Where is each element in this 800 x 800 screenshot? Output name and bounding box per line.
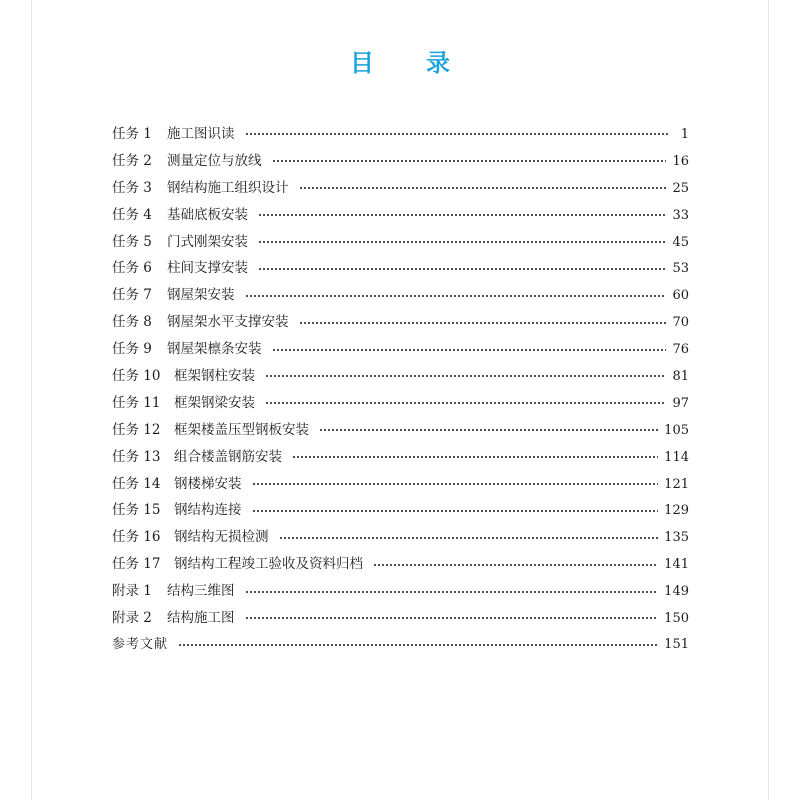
- dot-leader: [272, 154, 667, 168]
- toc-entry-page: 60: [672, 288, 689, 304]
- toc-entry-title: 框架钢梁安装: [174, 394, 255, 411]
- toc-entry-label: 任务 3: [112, 179, 152, 196]
- toc-entry-page: 129: [664, 503, 689, 519]
- toc-entry-title: 钢屋架水平支撑安装: [167, 314, 289, 331]
- toc-entry-page: 149: [664, 584, 689, 600]
- toc-entry-title: 钢楼梯安装: [174, 475, 242, 492]
- dot-leader: [292, 450, 658, 464]
- dot-leader: [258, 208, 666, 222]
- toc-entry-label: 任务 15: [112, 502, 161, 519]
- dot-leader: [272, 343, 667, 357]
- title-char-2: 录: [426, 49, 450, 77]
- toc-entry-label: 任务 8: [112, 314, 152, 331]
- dot-leader: [373, 558, 658, 572]
- dot-leader: [258, 235, 666, 249]
- toc-entry-label: 任务 7: [112, 287, 152, 304]
- dot-leader: [245, 585, 659, 599]
- page-title: [0, 46, 800, 80]
- toc-entry-title: 测量定位与放线: [167, 152, 262, 169]
- toc-entry[interactable]: [112, 175, 689, 202]
- toc-entry[interactable]: [112, 202, 689, 229]
- toc-entry-title: 组合楼盖钢筋安装: [174, 448, 282, 465]
- toc-entry[interactable]: [112, 497, 689, 524]
- toc-entry-label: 附录 1: [112, 583, 152, 600]
- toc-entry-title: 参考文献: [112, 636, 169, 652]
- toc-entry-page: 33: [672, 207, 689, 223]
- toc-entry-label: 任务 11: [112, 394, 161, 411]
- toc-entry[interactable]: [112, 578, 689, 605]
- toc-entry-label: 任务 4: [112, 206, 152, 223]
- toc-entry-page: 121: [664, 476, 689, 492]
- toc-entry-page: 25: [672, 180, 689, 196]
- dot-leader: [319, 423, 658, 437]
- toc-entry[interactable]: [112, 282, 689, 309]
- toc-entry-label: 任务 2: [112, 152, 152, 169]
- dot-leader: [245, 611, 659, 625]
- toc-entry-title: 框架钢柱安装: [174, 368, 255, 385]
- toc-entry-title: 结构施工图: [167, 610, 235, 627]
- toc-entry-page: 1: [680, 127, 689, 142]
- toc-entry[interactable]: [112, 255, 689, 282]
- toc-entry[interactable]: [112, 524, 689, 551]
- toc-entry[interactable]: [112, 363, 689, 390]
- toc-entry-label: 任务 12: [112, 421, 161, 438]
- toc-entry[interactable]: [112, 390, 689, 417]
- toc-entry[interactable]: [112, 417, 689, 444]
- toc-entry-label: 附录 2: [112, 610, 152, 627]
- toc-entry-title: 施工图识读: [167, 126, 235, 142]
- toc-entry-title: 柱间支撑安装: [167, 260, 248, 277]
- toc-entry-title: 钢屋架安装: [167, 287, 235, 304]
- toc-entry-label: 任务 5: [112, 233, 152, 250]
- toc-entry-label: 任务 13: [112, 448, 161, 465]
- dot-leader: [252, 504, 659, 518]
- dot-leader: [299, 316, 667, 330]
- toc-entry[interactable]: [112, 471, 689, 498]
- toc-entry-title: 钢结构工程竣工验收及资料归档: [174, 556, 363, 573]
- dot-leader: [178, 638, 658, 652]
- toc-entry-label: 任务 16: [112, 529, 161, 546]
- dot-leader: [258, 262, 666, 276]
- dot-leader: [245, 289, 667, 303]
- toc-entry-label: 任务 9: [112, 341, 152, 358]
- toc-entry-page: 105: [664, 422, 689, 438]
- dot-leader: [265, 396, 666, 410]
- toc-entry-page: 151: [664, 636, 689, 652]
- toc-entry-page: 53: [672, 261, 689, 277]
- toc-entry[interactable]: [112, 229, 689, 256]
- toc-entry-page: 76: [672, 342, 689, 358]
- toc-entry-title: 结构三维图: [167, 583, 235, 600]
- title-char-1: 目: [350, 49, 374, 77]
- toc-entry-label: 任务 6: [112, 260, 152, 277]
- toc-entry-page: 81: [672, 369, 689, 385]
- toc-entry-page: 45: [672, 234, 689, 250]
- toc-entry[interactable]: [112, 444, 689, 471]
- toc-entry-label: 任务 1: [112, 126, 152, 142]
- toc-entry-title: 基础底板安装: [167, 206, 248, 223]
- toc-entry-title: 钢屋架檩条安装: [167, 341, 262, 358]
- dot-leader: [299, 181, 667, 195]
- toc-entry-title: 框架楼盖压型钢板安装: [174, 421, 309, 438]
- toc-entry-page: 16: [672, 153, 689, 169]
- toc-entry-title: 钢结构施工组织设计: [167, 179, 289, 196]
- dot-leader: [279, 531, 659, 545]
- toc-entry-page: 97: [672, 395, 689, 411]
- toc-entry[interactable]: [112, 605, 689, 632]
- toc-entry-page: 141: [664, 557, 689, 573]
- toc-entry-title: 门式刚架安装: [167, 233, 248, 250]
- toc-entry-title: 钢结构无损检测: [174, 529, 269, 546]
- toc-entry-label: 任务 17: [112, 556, 161, 573]
- toc-entry[interactable]: [112, 148, 689, 175]
- toc-entry[interactable]: [112, 121, 689, 148]
- toc-entry-page: 114: [664, 449, 689, 465]
- toc-entry[interactable]: [112, 336, 689, 363]
- toc-entry-page: 70: [672, 315, 689, 331]
- toc-entry-page: 150: [664, 611, 689, 627]
- toc-entry-label: 任务 14: [112, 475, 161, 492]
- toc-entry[interactable]: [112, 551, 689, 578]
- table-of-contents: [112, 121, 689, 659]
- dot-leader: [252, 477, 659, 491]
- dot-leader: [245, 127, 670, 141]
- toc-entry-references[interactable]: [112, 632, 689, 659]
- toc-entry-label: 任务 10: [112, 368, 161, 385]
- toc-entry[interactable]: [112, 309, 689, 336]
- dot-leader: [265, 369, 666, 383]
- toc-entry-page: 135: [664, 530, 689, 546]
- toc-entry-title: 钢结构连接: [174, 502, 242, 519]
